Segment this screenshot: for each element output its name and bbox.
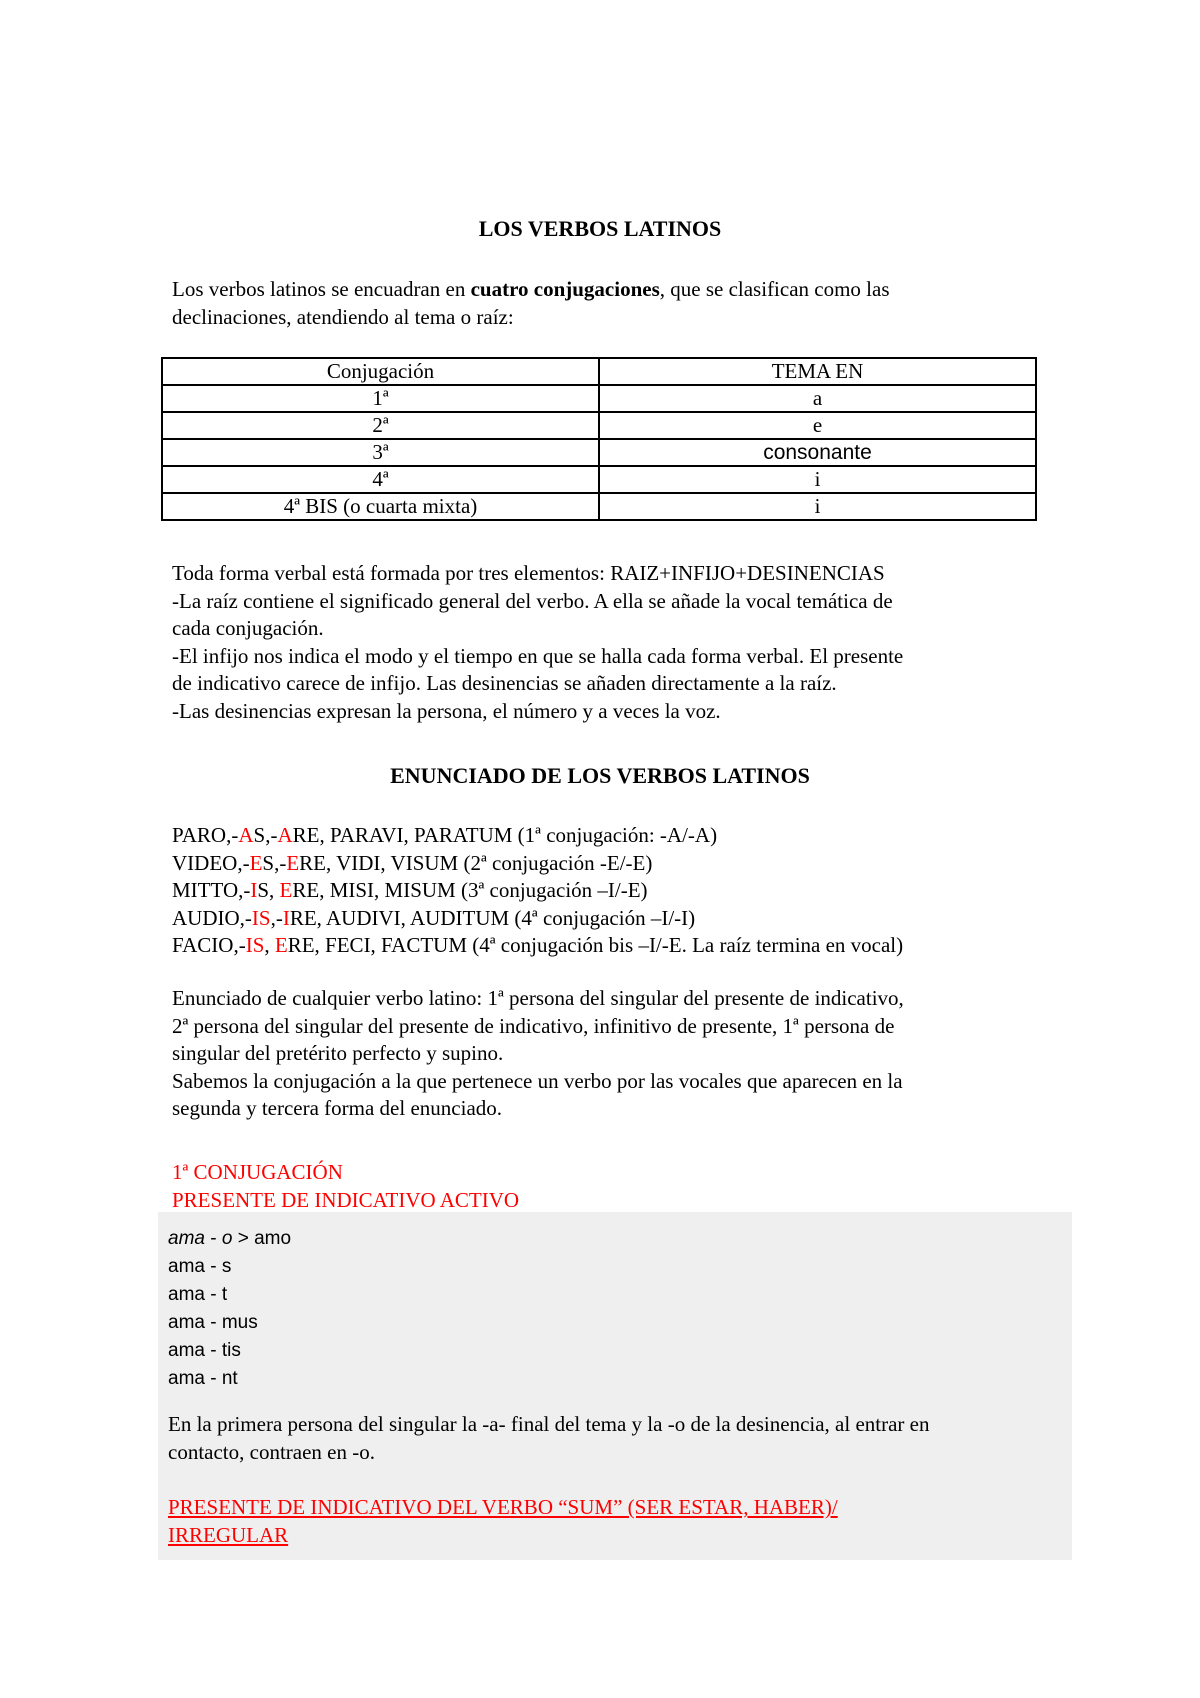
enunciado-mitto [172, 877, 1042, 905]
enunciado-text: S, [257, 878, 280, 902]
intro-line2: declinaciones, atendiendo al tema o raíz: [172, 304, 514, 329]
enunciado-text: PARO,- [172, 823, 239, 847]
table-row [162, 493, 1036, 520]
enunciado-text: FACIO,- [172, 933, 246, 957]
enunciado-text: AUDIO,- [172, 905, 252, 930]
section-heading-enunciado: ENUNCIADO DE LOS VERBOS LATINOS [390, 763, 810, 788]
table-cell: consonante [599, 439, 1036, 466]
theme-vowel: I [250, 878, 258, 902]
table-cell: 3ª [162, 439, 599, 466]
enunciado-list [172, 822, 1042, 960]
paradigm-row: ama - mus [168, 1312, 258, 1333]
table-header: Conjugación [162, 358, 599, 385]
enunciado-video [172, 850, 1042, 878]
explain-line: singular del pretérito perfecto y supino. [172, 1041, 504, 1065]
theme-vowel: A [277, 823, 293, 847]
table-cell: 4ª BIS (o cuarta mixta) [162, 493, 599, 520]
enunciado-text: RE, VIDI, VISUM (2ª conjugación -E/-E) [299, 850, 653, 875]
table-header-row [162, 358, 1036, 385]
contraction-line: contacto, contraen en -o. [168, 1439, 375, 1464]
explain-line: Sabemos la conjugación a la que pertenece un verbo por las vocales que aparecen en la [172, 1068, 903, 1093]
section-subtitle: PRESENTE DE INDICATIVO ACTIVO [172, 1187, 520, 1212]
sum-heading-line: PRESENTE DE INDICATIVO DEL VERBO “SUM” (SER ESTAR, HABER)/ [168, 1495, 838, 1519]
contraction-line: En la primera persona del singular la -a- final del tema y la -o de la desinencia, al entrar en [168, 1412, 930, 1436]
paradigm-row: ama - s [168, 1256, 232, 1277]
table-cell: e [599, 412, 1036, 439]
elements-line: -La raíz contiene el significado general del verbo. A ella se añade la vocal temática de [172, 588, 893, 613]
table-cell: i [599, 493, 1036, 520]
explain-paragraph [172, 985, 1042, 1123]
enunciado-paro [172, 822, 1042, 850]
section-heading-conjugation [172, 1159, 1042, 1214]
enunciado-text: S,- [253, 823, 278, 847]
enunciado-text: RE, MISI, MISUM (3ª conjugación –I/-E) [292, 878, 648, 902]
table-cell: 1ª [162, 385, 599, 412]
sum-heading [168, 1494, 1048, 1549]
elements-line: de indicativo carece de infijo. Las desinencias se añaden directamente a la raíz. [172, 671, 837, 695]
explain-line: segunda y tercera forma del enunciado. [172, 1096, 503, 1120]
theme-vowel: IS [245, 933, 265, 957]
paradigm-row: ama - tis [168, 1340, 241, 1361]
enunciado-text: , [264, 933, 275, 957]
table-row [162, 412, 1036, 439]
section-title: 1ª CONJUGACIÓN [172, 1160, 343, 1184]
enunciado-facio [172, 932, 1042, 960]
paradigm-sep: - [204, 1228, 222, 1249]
elements-paragraph [172, 560, 1042, 725]
theme-vowel: E [249, 850, 263, 875]
elements-line: -Las desinencias expresan la persona, el número y a veces la voz. [172, 698, 721, 723]
intro-text: Los verbos latinos se encuadran en [172, 277, 471, 301]
paradigm-result: > amo [232, 1228, 292, 1249]
elements-line: Toda forma verbal está formada por tres elementos: RAIZ+INFIJO+DESINENCIAS [172, 561, 885, 585]
table-row [162, 385, 1036, 412]
enunciado-text: MITTO,- [172, 878, 251, 902]
paradigm-row: ama - t [168, 1284, 228, 1305]
enunciado-text: RE, FECI, FACTUM (4ª conjugación bis –I/-E. La raíz termina en vocal) [287, 933, 904, 957]
table-row [162, 439, 1036, 466]
conjugation-table [161, 357, 1037, 521]
theme-vowel: E [286, 850, 300, 875]
intro-bold: cuatro conjugaciones [470, 277, 660, 301]
enunciado-text: ,- [270, 905, 283, 930]
contraction-paragraph [168, 1411, 1048, 1466]
paradigm-row: ama - nt [168, 1368, 238, 1389]
paradigm-list [168, 1225, 1048, 1393]
paradigm-stem: ama [168, 1228, 205, 1249]
table-header: TEMA EN [599, 358, 1036, 385]
theme-vowel: IS [251, 905, 271, 930]
enunciado-text: RE, AUDIVI, AUDITUM (4ª conjugación –I/-I) [289, 905, 696, 930]
enunciado-audio [172, 905, 1042, 933]
sum-heading-line: IRREGULAR [168, 1522, 289, 1547]
paradigm-row [168, 1225, 1048, 1253]
page-title: LOS VERBOS LATINOS [478, 216, 722, 241]
intro-text-end: , que se clasifican como las [659, 277, 890, 301]
table-cell: 4ª [162, 466, 599, 493]
paradigm-ending: o [221, 1228, 233, 1249]
elements-line: -El infijo nos indica el modo y el tiempo en que se halla cada forma verbal. El presente [172, 643, 904, 668]
theme-vowel: I [282, 905, 290, 930]
table-cell: a [599, 385, 1036, 412]
elements-line: cada conjugación. [172, 616, 324, 640]
intro-paragraph [172, 276, 1042, 331]
table-row [162, 466, 1036, 493]
theme-vowel: E [279, 878, 293, 902]
theme-vowel: A [238, 823, 254, 847]
enunciado-text: S,- [262, 850, 287, 875]
explain-line: 2ª persona del singular del presente de indicativo, infinitivo de presente, 1ª persona de [172, 1013, 895, 1038]
theme-vowel: E [274, 933, 288, 957]
enunciado-text: VIDEO,- [172, 850, 250, 875]
table-cell: i [599, 466, 1036, 493]
table-cell: 2ª [162, 412, 599, 439]
enunciado-text: RE, PARAVI, PARATUM (1ª conjugación: -A/-A) [292, 823, 718, 847]
explain-line: Enunciado de cualquier verbo latino: 1ª persona del singular del presente de indicativo, [172, 986, 904, 1010]
